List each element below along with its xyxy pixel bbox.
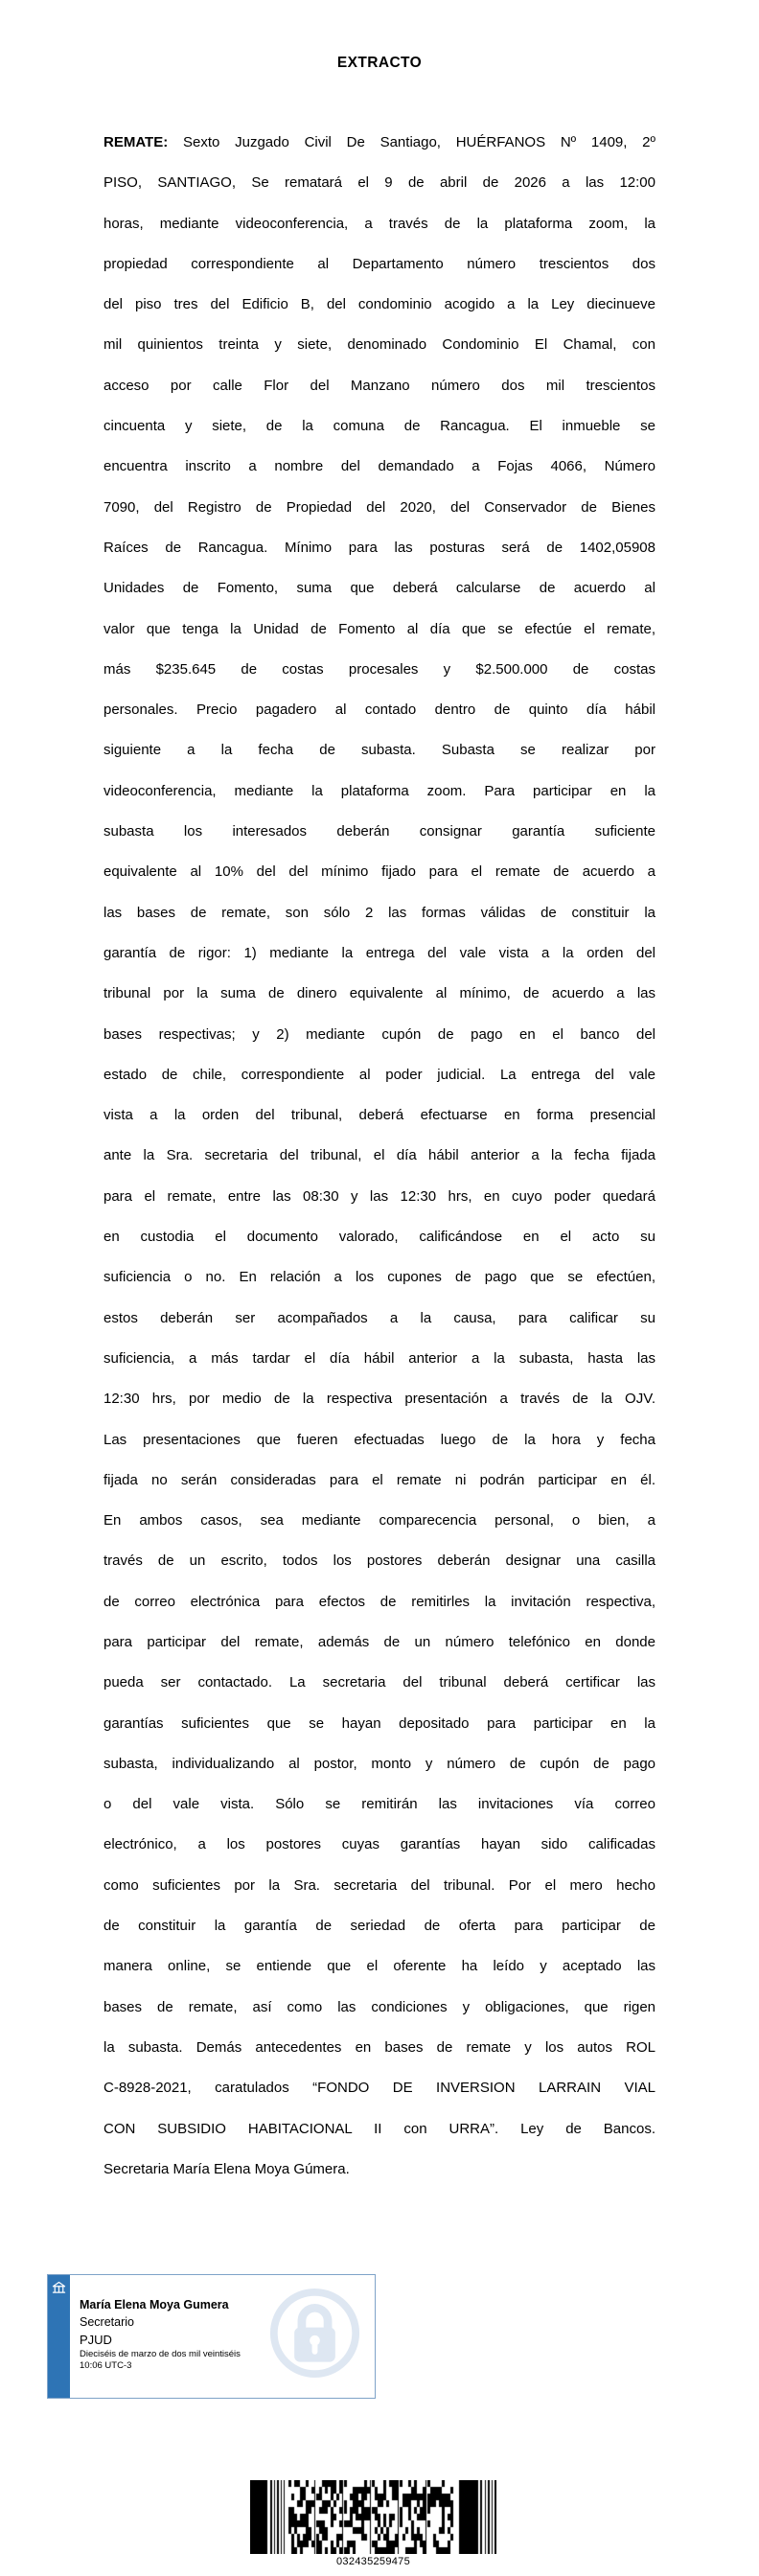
paragraph-line: Raíces de Rancagua. Mínimo para las posturas será de 1402,05908 (104, 539, 656, 556)
paragraph-line: Unidades de Fomento, suma que deberá calcularse de acuerdo al (104, 580, 656, 597)
paragraph-line: CON SUBSIDIO HABITACIONAL II con URRA”. Ley de Bancos. (104, 2120, 656, 2137)
paragraph-line: Las presentaciones que fueren efectuadas luego de la hora y fecha (104, 1431, 656, 1448)
pdf417-barcode (250, 2480, 496, 2554)
paragraph-line: siguiente a la fecha de subasta. Subasta se realizar por (104, 742, 656, 759)
paragraph-line: En ambos casos, sea mediante comparecencia personal, o bien, a (104, 1512, 656, 1530)
paragraph-line: equivalente al 10% del del mínimo fijado para el remate de acuerdo a (104, 863, 656, 881)
signature-accent-stripe (48, 2275, 70, 2398)
digital-signature-box (47, 2274, 376, 2399)
page-title: EXTRACTO (336, 55, 423, 71)
paragraph-line: PISO, SANTIAGO, Se rematará el 9 de abril de 2026 a las 12:00 (104, 174, 656, 192)
barcode-number: 032435259475 (335, 2556, 410, 2567)
paragraph-line: del piso tres del Edificio B, del condominio acogido a la Ley diecinueve (104, 296, 656, 313)
paragraph-line: través de un escrito, todos los postores deberán designar una casilla (104, 1552, 656, 1570)
paragraph-line: en custodia el documento valorado, calificándose en el acto su (104, 1229, 656, 1246)
paragraph-line: garantía de rigor: 1) mediante la entrega del vale vista a la orden del (104, 944, 656, 961)
padlock-icon (268, 2287, 361, 2380)
paragraph-line: fijada no serán consideradas para el remate ni podrán participar en él. (104, 1471, 656, 1488)
paragraph-line: manera online, se entiende que el oferente ha leído y aceptado las (104, 1958, 656, 1975)
paragraph-line: 12:30 hrs, por medio de la respectiva presentación a través de la OJV. (104, 1391, 656, 1408)
paragraph-line: 7090, del Registro de Propiedad del 2020, del Conservador de Bienes (104, 498, 656, 516)
paragraph-line: de constituir la garantía de seriedad de oferta para participar de (104, 1918, 656, 1935)
paragraph-line: ante la Sra. secretaria del tribunal, el día hábil anterior a la fecha fijada (104, 1147, 656, 1164)
paragraph-line (104, 123, 656, 163)
barcode-block (250, 2480, 496, 2568)
signer-name: María Elena Moya Gumera (80, 2298, 229, 2312)
paragraph-line: las bases de remate, son sólo 2 las formas válidas de constituir la (104, 904, 656, 921)
signature-time: 10:06 UTC-3 (80, 2359, 132, 2371)
paragraph-line: electrónico, a los postores cuyas garantías hayan sido calificadas (104, 1836, 656, 1853)
paragraph-line: encuentra inscrito a nombre del demandado a Fojas 4066, Número (104, 458, 656, 475)
signature-date: Dieciséis de marzo de dos mil veintiséis (80, 2349, 241, 2359)
paragraph-line: bases respectivas; y 2) mediante cupón de pago en el banco del (104, 1025, 656, 1043)
bank-building-icon (51, 2280, 67, 2296)
paragraph-line: estado de chile, correspondiente al poder judicial. La entrega del vale (104, 1066, 656, 1083)
paragraph-line: pueda ser contactado. La secretaria del tribunal deberá certificar las (104, 1674, 656, 1691)
paragraph-line: bases de remate, así como las condiciones y obligaciones, que rigen (104, 1998, 656, 2015)
paragraph-line: propiedad correspondiente al Departamento número trescientos dos (104, 255, 656, 272)
signature-details (80, 2297, 241, 2371)
signer-institution: PJUD (80, 2333, 112, 2347)
paragraph-line: valor que tenga la Unidad de Fomento al día que se efectúe el remate, (104, 620, 656, 637)
paragraph-line: garantías suficientes que se hayan depositado para participar en la (104, 1714, 656, 1732)
paragraph-line: estos deberán ser acompañados a la causa, para calificar su (104, 1309, 656, 1326)
paragraph-line: la subasta. Demás antecedentes en bases de remate y los autos ROL (104, 2038, 656, 2056)
paragraph-line: mil quinientos treinta y siete, denominado Condominio El Chamal, con (104, 336, 656, 354)
paragraph-line: suficiencia, a más tardar el día hábil anterior a la subasta, hasta las (104, 1349, 656, 1367)
paragraph-line: personales. Precio pagadero al contado dentro de quinto día hábil (104, 702, 656, 719)
paragraph-line: acceso por calle Flor del Manzano número dos mil trescientos (104, 377, 656, 394)
paragraph-line: de correo electrónica para efectos de remitirles la invitación respectiva, (104, 1593, 656, 1610)
paragraph-line: subasta los interesados deberán consignar garantía suficiente (104, 823, 656, 840)
paragraph-line: subasta, individualizando al postor, monto y número de cupón de pago (104, 1755, 656, 1772)
paragraph-line: Secretaria María Elena Moya Gúmera. (104, 2160, 350, 2177)
paragraph-line: más $235.645 de costas procesales y $2.500.000 de costas (104, 660, 656, 678)
document-text (104, 123, 656, 2190)
remate-label: REMATE: (104, 134, 169, 150)
paragraph-line: vista a la orden del tribunal, deberá efectuarse en forma presencial (104, 1107, 656, 1124)
paragraph-line: tribunal por la suma de dinero equivalente al mínimo, de acuerdo a las (104, 985, 656, 1002)
paragraph-line: para participar del remate, además de un número telefónico en donde (104, 1633, 656, 1650)
paragraph-line: para el remate, entre las 08:30 y las 12:30 hrs, en cuyo poder quedará (104, 1187, 656, 1205)
paragraph-line: o del vale vista. Sólo se remitirán las invitaciones vía correo (104, 1796, 656, 1813)
signer-role: Secretario (80, 2315, 134, 2329)
paragraph-line: cincuenta y siete, de la comuna de Rancagua. El inmueble se (104, 418, 656, 435)
paragraph-line: videoconferencia, mediante la plataforma zoom. Para participar en la (104, 782, 656, 799)
paragraph-line: como suficientes por la Sra. secretaria del tribunal. Por el mero hecho (104, 1876, 656, 1894)
paragraph-line-text: Sexto Juzgado Civil De Santiago, HUÉRFANOS Nº 1409, 2º (182, 134, 656, 150)
paragraph-line: C-8928-2021, caratulados “FONDO DE INVERSION LARRAIN VIAL (104, 2080, 656, 2097)
paragraph-line: horas, mediante videoconferencia, a través de la plataforma zoom, la (104, 215, 656, 232)
paragraph-line: suficiencia o no. En relación a los cupones de pago que se efectúen, (104, 1269, 656, 1286)
